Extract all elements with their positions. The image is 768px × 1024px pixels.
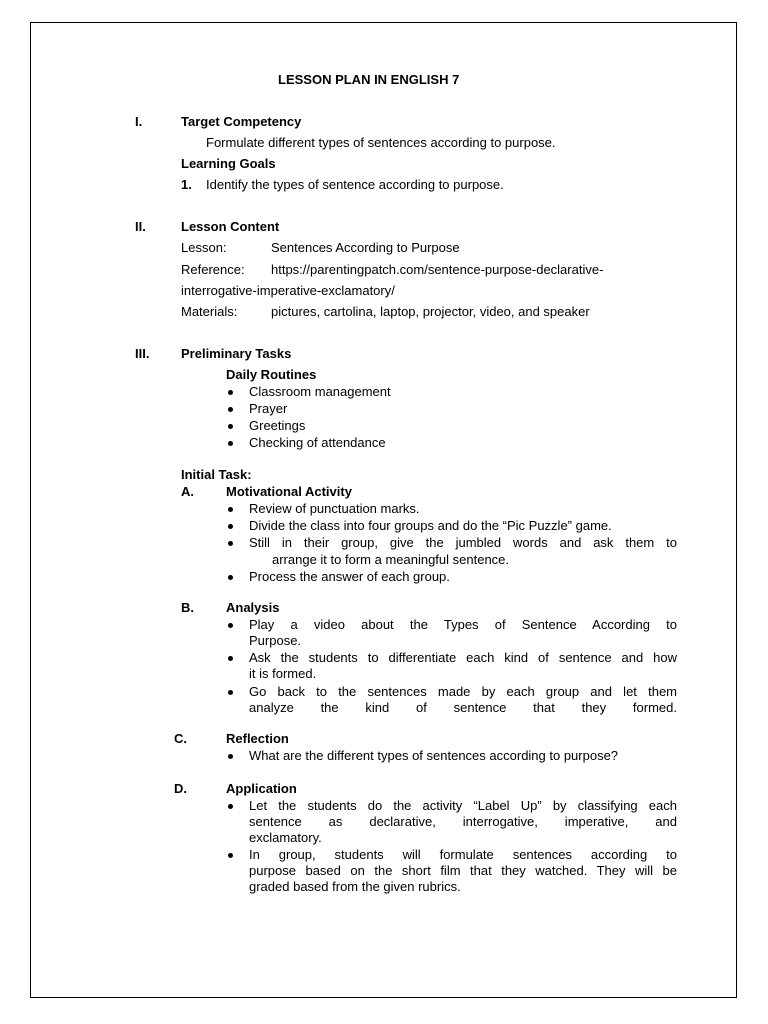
list-item-line: exclamatory. bbox=[249, 830, 322, 845]
list-item-line: Still in their group, give the jumbled words and ask them to bbox=[249, 535, 677, 550]
daily-routines-heading: Daily Routines bbox=[226, 367, 317, 382]
target-competency-text: Formulate different types of sentences according to purpose. bbox=[206, 135, 556, 150]
bullet-icon bbox=[228, 524, 233, 529]
bullet-icon bbox=[228, 390, 233, 395]
routine-item: Greetings bbox=[249, 418, 306, 433]
reference-label: Reference: bbox=[181, 262, 245, 277]
subsection-d-heading: Application bbox=[226, 781, 297, 796]
list-item-line: arrange it to form a meaningful sentence. bbox=[272, 552, 510, 567]
section-1-numeral: I. bbox=[135, 114, 143, 129]
section-3-numeral: III. bbox=[135, 346, 150, 361]
bullet-icon bbox=[228, 424, 233, 429]
subsection-c-letter: C. bbox=[174, 731, 187, 746]
routine-item: Prayer bbox=[249, 401, 288, 416]
bullet-icon bbox=[228, 441, 233, 446]
subsection-b-heading: Analysis bbox=[226, 600, 280, 615]
subsection-a-heading: Motivational Activity bbox=[226, 484, 352, 499]
reference-value-line-1: https://parentingpatch.com/sentence-purpose-declarative- bbox=[271, 262, 604, 277]
list-item: What are the different types of sentences according to purpose? bbox=[249, 748, 619, 763]
lesson-label: Lesson: bbox=[181, 240, 227, 255]
list-item: Divide the class into four groups and do the “Pic Puzzle” game. bbox=[249, 518, 612, 533]
subsection-b-letter: B. bbox=[181, 600, 194, 615]
list-item-line: Go back to the sentences made by each group and let them bbox=[249, 684, 677, 699]
lesson-value: Sentences According to Purpose bbox=[271, 240, 460, 255]
list-item-line: Purpose. bbox=[249, 633, 302, 648]
list-item-line: it is formed. bbox=[249, 666, 317, 681]
bullet-icon bbox=[228, 853, 233, 858]
list-item-line: Ask the students to differentiate each kind of sentence and how bbox=[249, 650, 677, 665]
materials-label: Materials: bbox=[181, 304, 238, 319]
list-item: Review of punctuation marks. bbox=[249, 501, 420, 516]
list-item-line: analyze the kind of sentence that they formed. bbox=[249, 700, 677, 715]
goal-text: Identify the types of sentence according to purpose. bbox=[206, 177, 504, 192]
learning-goals-heading: Learning Goals bbox=[181, 156, 276, 171]
list-item-line: Let the students do the activity “Label Up” by classifying each bbox=[249, 798, 677, 813]
materials-value: pictures, cartolina, laptop, projector, video, and speaker bbox=[271, 304, 590, 319]
list-item-line: sentence as declarative, interrogative, imperative, and bbox=[249, 814, 677, 829]
bullet-icon bbox=[228, 656, 233, 661]
routine-item: Classroom management bbox=[249, 384, 391, 399]
section-1-heading: Target Competency bbox=[181, 114, 302, 129]
bullet-icon bbox=[228, 507, 233, 512]
section-2-heading: Lesson Content bbox=[181, 219, 280, 234]
subsection-a-letter: A. bbox=[181, 484, 194, 499]
list-item-line: purpose based on the short film that they watched. They will be bbox=[249, 863, 677, 878]
subsection-d-letter: D. bbox=[174, 781, 187, 796]
initial-task-heading: Initial Task: bbox=[181, 467, 252, 482]
bullet-icon bbox=[228, 690, 233, 695]
bullet-icon bbox=[228, 541, 233, 546]
list-item-line: Play a video about the Types of Sentence According to bbox=[249, 617, 677, 632]
bullet-icon bbox=[228, 754, 233, 759]
section-3-heading: Preliminary Tasks bbox=[181, 346, 292, 361]
document-title: LESSON PLAN IN ENGLISH 7 bbox=[278, 72, 460, 87]
bullet-icon bbox=[228, 575, 233, 580]
list-item: Process the answer of each group. bbox=[249, 569, 450, 584]
routine-item: Checking of attendance bbox=[249, 435, 386, 450]
goal-number: 1. bbox=[181, 177, 192, 192]
list-item-line: graded based from the given rubrics. bbox=[249, 879, 461, 894]
reference-value-line-2: interrogative-imperative-exclamatory/ bbox=[181, 283, 395, 298]
list-item-line: In group, students will formulate sentences according to bbox=[249, 847, 677, 862]
bullet-icon bbox=[228, 623, 233, 628]
subsection-c-heading: Reflection bbox=[226, 731, 289, 746]
bullet-icon bbox=[228, 407, 233, 412]
section-2-numeral: II. bbox=[135, 219, 146, 234]
bullet-icon bbox=[228, 804, 233, 809]
